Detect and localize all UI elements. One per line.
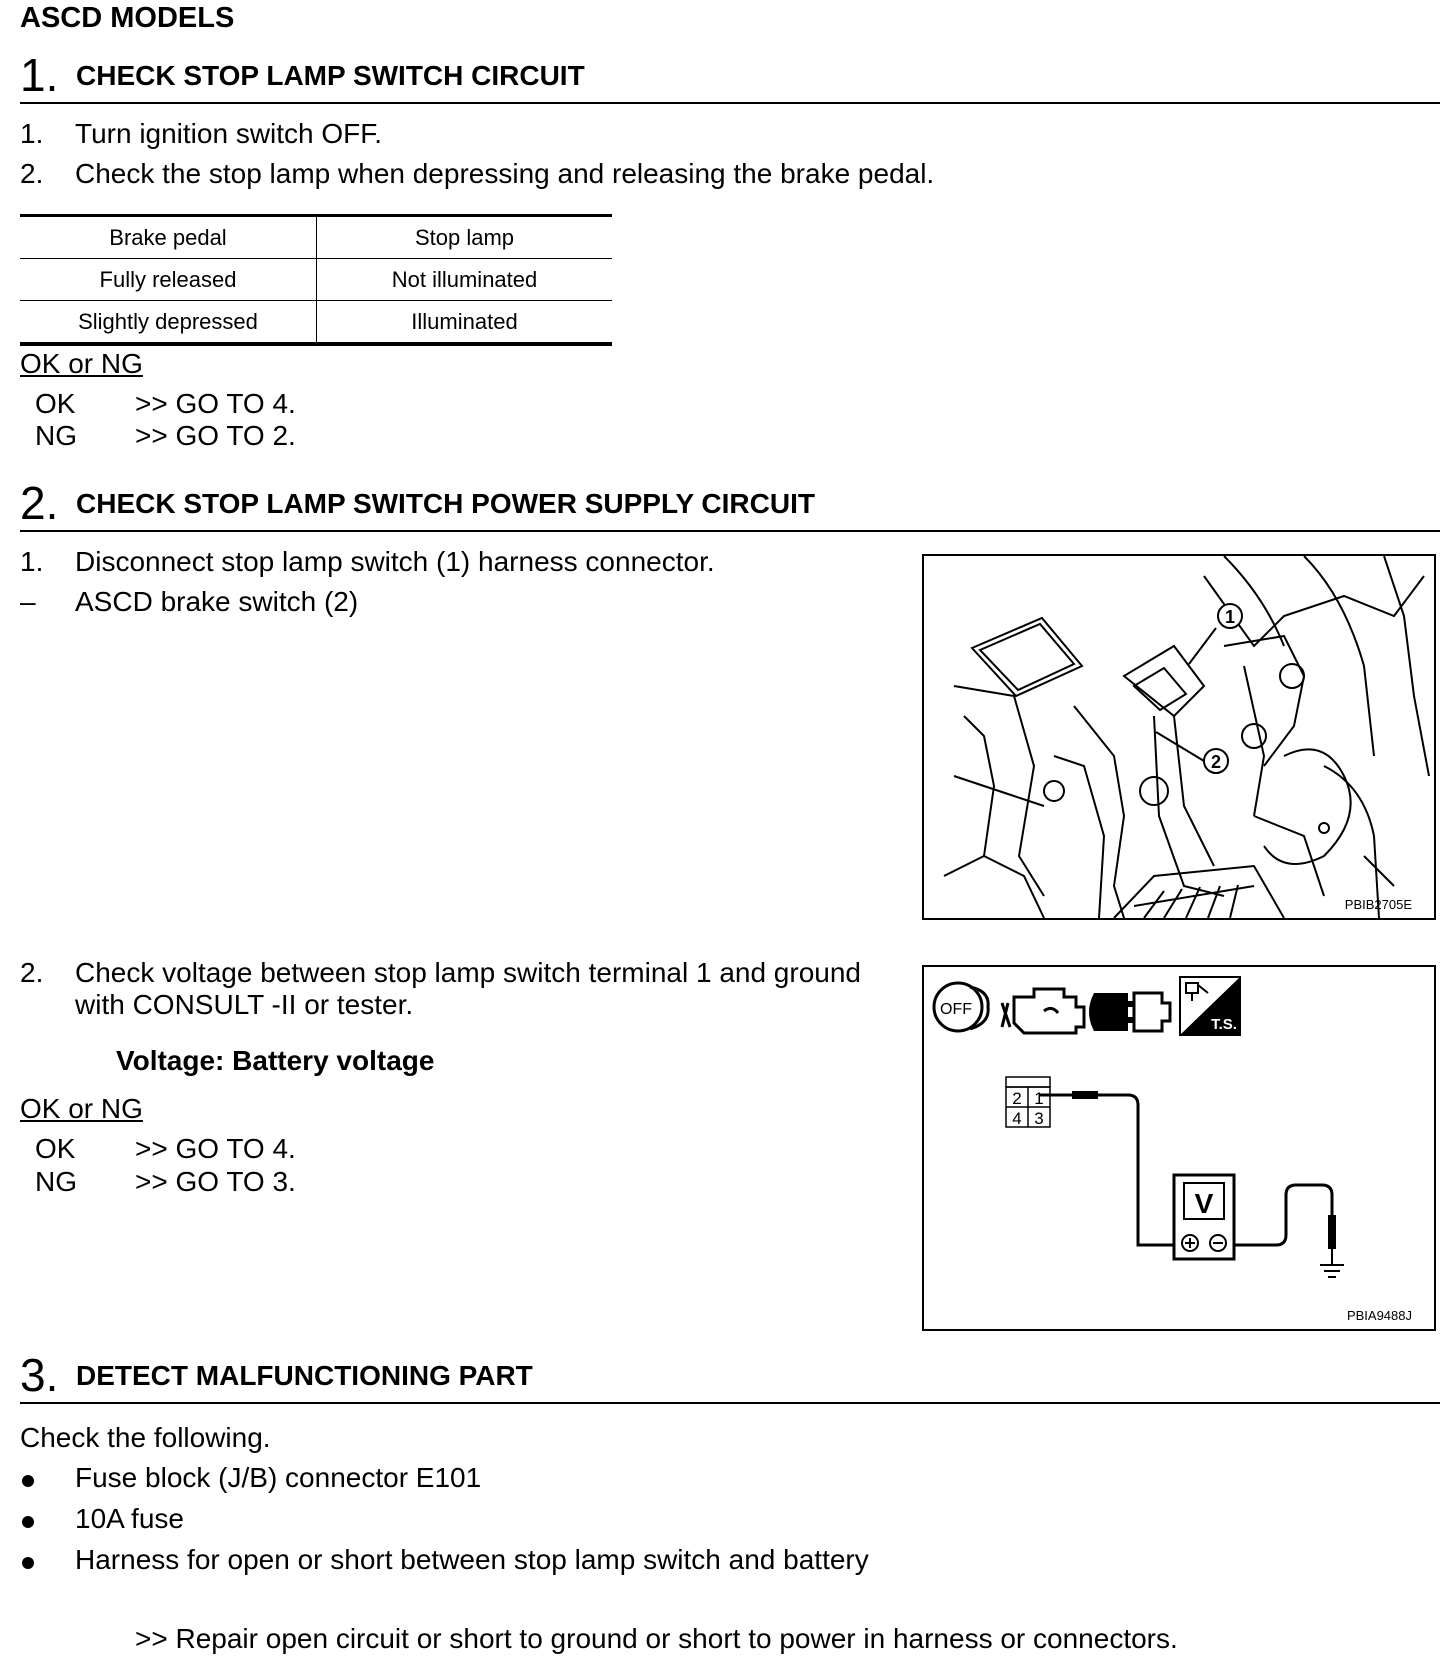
result-value: >> GO TO 3. [135,1166,296,1197]
list-item [0,1462,1000,1502]
ok-or-ng-label: OK or NG [20,348,143,379]
section-3-header [20,1342,1440,1404]
step-number: 2. [20,158,44,189]
list-item [0,1544,1000,1584]
list-item-text: Harness for open or short between stop lamp switch and battery [75,1544,869,1575]
callout-2-label: 2 [1210,752,1222,772]
page-title: ASCD MODELS [20,2,235,34]
table-row [20,301,612,345]
step-number: 1. [20,546,44,577]
list-item [0,1503,1000,1543]
bullet-icon [22,1516,34,1528]
step-text: ASCD brake switch (2) [75,586,359,617]
pedal-assembly-figure [922,554,1436,920]
repair-action: >> Repair open circuit or short to ground or short to power in harness or connectors. [135,1623,1178,1654]
bullet-icon [22,1475,34,1487]
step-item [0,586,900,626]
step-text: Disconnect stop lamp switch (1) harness connector. [75,546,715,577]
step-item [0,158,1000,198]
result-row [0,1166,400,1200]
engine-icon [1002,989,1084,1033]
list-item-text: Fuse block (J/B) connector E101 [75,1462,482,1493]
tester-label: T.S. [1211,1016,1237,1033]
step-text: Check the stop lamp when depressing and releasing the brake pedal. [75,158,935,189]
result-key: NG [35,1166,77,1197]
result-row [0,420,400,454]
step-text: Check voltage between stop lamp switch terminal 1 and ground [75,957,861,988]
figure-code: PBIB2705E [1344,897,1412,912]
result-key: OK [35,388,76,419]
table-header-cell: Stop lamp [317,216,613,259]
step-item [0,546,900,586]
connector-icon [1089,993,1170,1031]
ground-icon [1320,1249,1344,1277]
result-value: >> GO TO 4. [135,388,296,419]
probe-tip [1072,1091,1098,1099]
section-3-title: DETECT MALFUNCTIONING PART [76,1360,533,1391]
table-cell: Illuminated [411,308,518,334]
terminal-label: 1 [1034,1089,1044,1108]
step-number: 2. [20,957,44,988]
bullet-icon [22,1557,34,1569]
result-value: >> GO TO 4. [135,1133,296,1164]
table-header-row [20,216,612,259]
step-item [0,989,905,1029]
result-key: NG [35,420,77,451]
step-text: Turn ignition switch OFF. [75,118,383,149]
section-3-number: 3. [20,1349,59,1401]
ignition-off-label: OFF [940,1001,972,1018]
section-2-title: CHECK STOP LAMP SWITCH POWER SUPPLY CIRCUIT [76,488,815,519]
voltmeter-label: V [1194,1188,1214,1219]
step-number: 1. [20,118,44,149]
result-row [0,388,400,422]
ground-probe [1328,1215,1336,1249]
step-text: with CONSULT -II or tester. [75,989,414,1020]
brake-pedal-table [20,214,612,346]
result-row [0,1133,400,1167]
step-item [0,118,1000,158]
terminal-label: 3 [1034,1109,1044,1128]
section-1-header [20,42,1440,104]
section-1-title: CHECK STOP LAMP SWITCH CIRCUIT [76,60,585,91]
result-value: >> GO TO 2. [135,420,296,451]
voltage-check-figure [922,965,1436,1331]
figure-code: PBIA9488J [1346,1308,1412,1323]
table-cell: Slightly depressed [20,301,317,345]
table-cell: Not illuminated [317,259,613,301]
terminal-label: 2 [1012,1089,1022,1108]
list-item-text: 10A fuse [75,1503,184,1534]
table-header-cell: Brake pedal [20,216,317,259]
table-cell: Fully released [20,259,317,301]
voltage-spec: Voltage: Battery voltage [116,1045,435,1076]
step-number: – [20,586,36,617]
section-2-number: 2. [20,477,59,529]
voltage-diagram [924,967,1434,1329]
table-row [20,259,612,301]
section-2-header [20,470,1440,532]
section-1-number: 1. [20,49,59,101]
terminal-label: 4 [1012,1109,1022,1128]
check-intro: Check the following. [20,1422,271,1453]
ok-or-ng-label: OK or NG [20,1093,143,1124]
pedal-illustration [924,556,1434,918]
callout-1-label: 1 [1224,607,1236,627]
result-key: OK [35,1133,76,1164]
